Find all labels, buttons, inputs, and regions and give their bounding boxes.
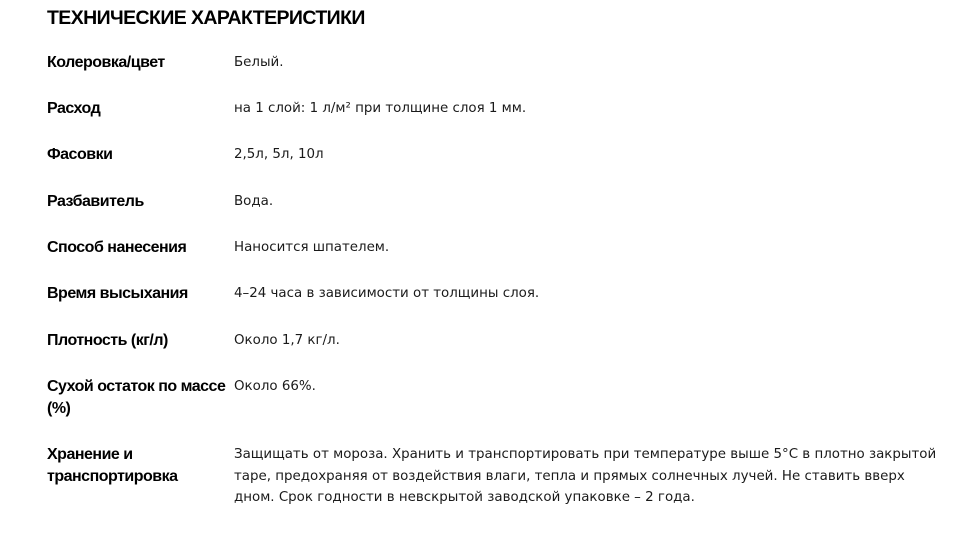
spec-value: Защищать от мороза. Хранить и транспортировать при температуре выше 5°С в плотно закрытой таре, предохраняя от воздействия влаги, тепла и прямых солнечных лучей. Не ставить вверх дном. Срок годности в невскрытой заводской упаковке – 2 года. xyxy=(234,447,937,505)
spec-value: Белый. xyxy=(234,55,284,70)
spec-row-storage xyxy=(47,444,942,514)
spec-sheet xyxy=(47,0,942,30)
spec-row-drying xyxy=(47,283,942,330)
spec-value: 4–24 часа в зависимости от толщины слоя. xyxy=(234,286,540,301)
spec-value: Около 66%. xyxy=(234,379,316,394)
spec-label: Время высыхания xyxy=(47,285,188,302)
spec-label: Сухой остаток по массе (%) xyxy=(47,378,226,417)
spec-label: Разбавитель xyxy=(47,193,144,210)
spec-value: 2,5л, 5л, 10л xyxy=(234,147,324,162)
spec-table xyxy=(47,52,942,514)
spec-row-consumption xyxy=(47,98,942,144)
spec-row-application xyxy=(47,237,942,283)
spec-value: на 1 слой: 1 л/м² при толщине слоя 1 мм. xyxy=(234,101,527,116)
spec-value: Около 1,7 кг/л. xyxy=(234,333,340,348)
spec-value: Вода. xyxy=(234,194,274,209)
spec-label: Фасовки xyxy=(47,146,113,163)
spec-label: Плотность (кг/л) xyxy=(47,332,168,349)
page-title: ТЕХНИЧЕСКИЕ ХАРАКТЕРИСТИКИ xyxy=(47,7,365,29)
spec-row-packaging xyxy=(47,144,942,191)
spec-value: Наносится шпателем. xyxy=(234,240,390,255)
spec-label: Способ нанесения xyxy=(47,239,187,256)
spec-row-density xyxy=(47,330,942,376)
spec-label: Расход xyxy=(47,100,101,117)
spec-label: Хранение и транспортировка xyxy=(47,446,178,485)
spec-row-thinner xyxy=(47,191,942,237)
spec-row-dry-residue xyxy=(47,376,942,444)
spec-row-color xyxy=(47,52,942,98)
spec-label: Колеровка/цвет xyxy=(47,54,165,71)
